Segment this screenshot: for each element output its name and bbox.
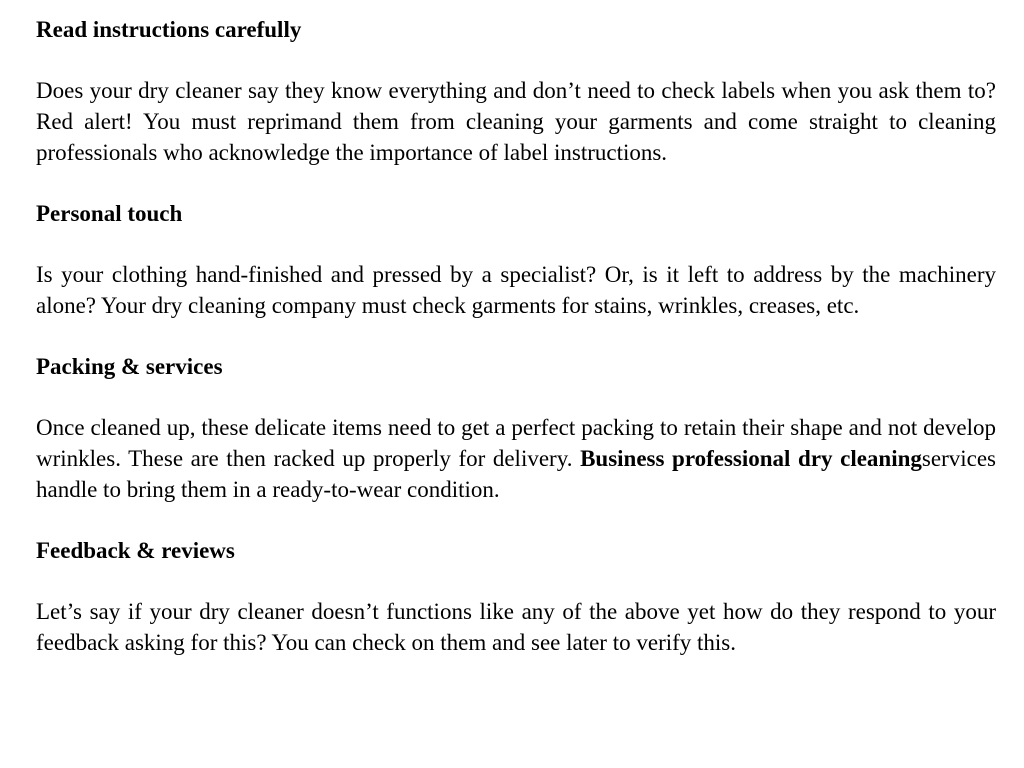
business-dry-cleaning-phrase: Business professional dry cleaning <box>580 446 922 471</box>
body-text-after: services handle to bring them in a ready-to-wear condition. <box>36 446 996 502</box>
section-body-personal-touch: Is your clothing hand-finished and pressed by a specialist? Or, is it left to address by the machinery alone? Your dry cleaning company must check garments for stains, wrinkles, creases, etc. <box>36 262 996 318</box>
spacer <box>36 505 996 535</box>
spacer <box>36 566 996 596</box>
section-heading-personal-touch: Personal touch <box>36 201 183 226</box>
section-body-read-instructions: Does your dry cleaner say they know everything and don’t need to check labels when you ask them to? Red alert! You must reprimand them from cleaning your garments and come straight to cleaning professionals who acknowledge the importance of label instructions. <box>36 78 996 165</box>
section-body-packing-services <box>36 412 996 505</box>
body-text-before: Once cleaned up, these delicate items need to get a perfect packing to retain their shape and not develop wrinkles. These are then racked up properly for delivery. <box>36 415 996 471</box>
section-heading-packing-services: Packing & services <box>36 354 223 379</box>
section-heading-read-instructions: Read instructions carefully <box>36 17 302 42</box>
section-body-feedback-reviews: Let’s say if your dry cleaner doesn’t functions like any of the above yet how do they respond to your feedback asking for this? You can check on them and see later to verify this. <box>36 599 996 655</box>
spacer <box>36 168 996 198</box>
section-heading-feedback-reviews: Feedback & reviews <box>36 538 235 563</box>
spacer <box>36 382 996 412</box>
spacer <box>36 45 996 75</box>
spacer <box>36 229 996 259</box>
spacer <box>36 321 996 351</box>
document-page <box>36 14 996 658</box>
